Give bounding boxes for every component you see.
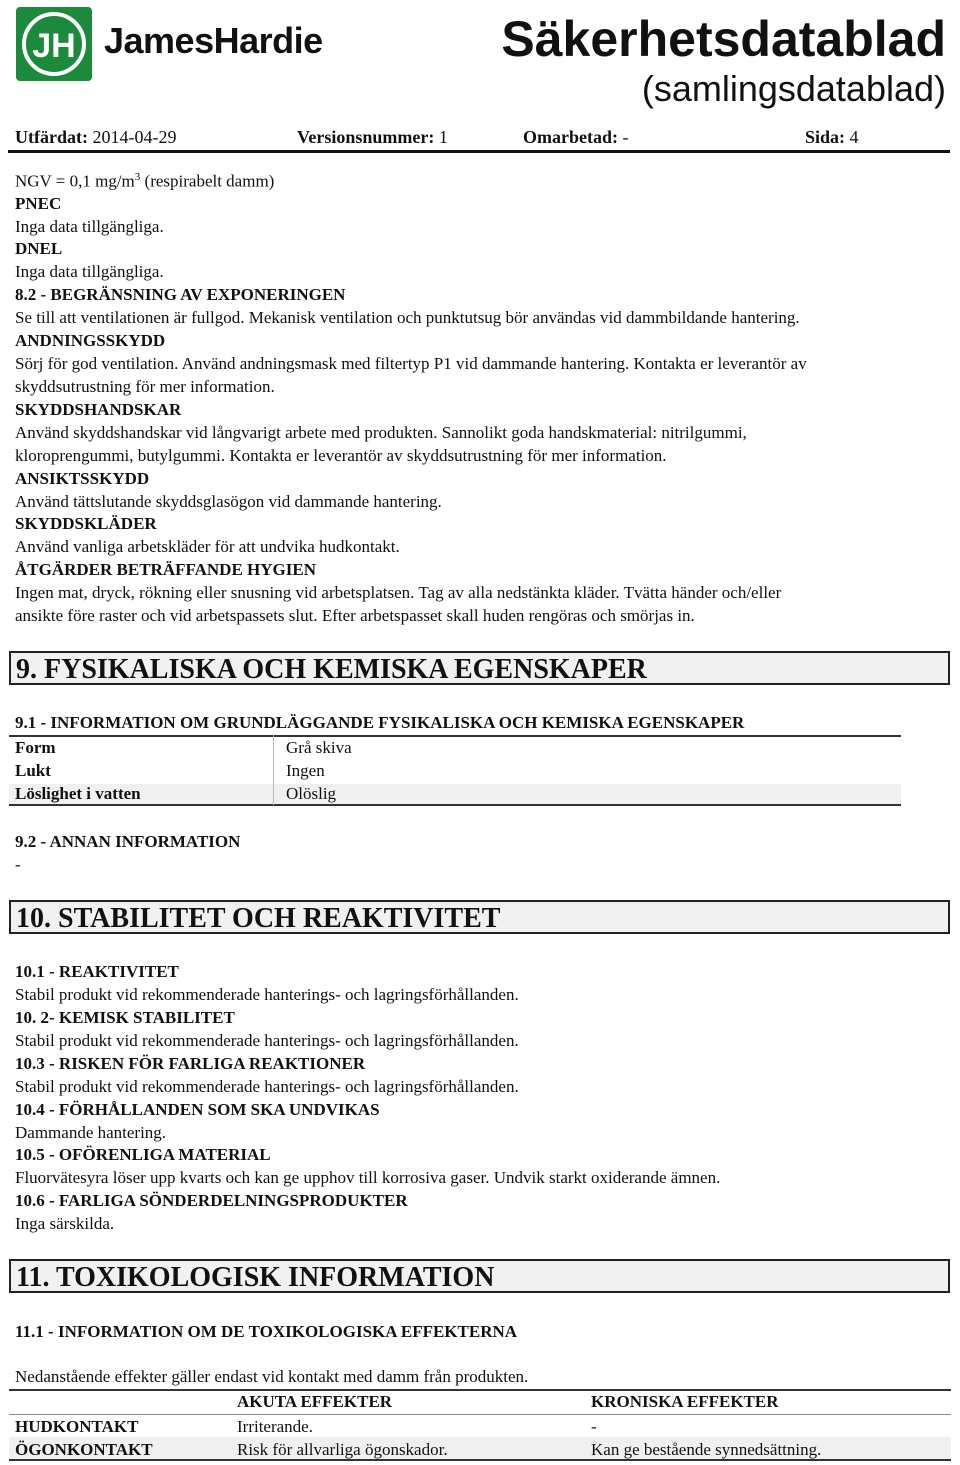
tox-header-rule [9, 1414, 951, 1415]
prop-label-odor: Lukt [15, 761, 51, 780]
tox-row-acute-skin: Irriterande. [237, 1417, 313, 1436]
issued-date: Utfärdat: 2014-04-29 [15, 127, 177, 147]
revised-date: Omarbetad: - [523, 127, 629, 147]
face-protection-heading: ANSIKTSSKYDD [15, 469, 150, 488]
tox-row-acute-eye: Risk för allvarliga ögonskador. [237, 1440, 448, 1459]
jameshardie-logo-mark [16, 7, 92, 81]
logo-letters: JH [32, 27, 76, 65]
ngv-line: NGV = 0,1 $mg/m^3$ (respirabelt damm) [15, 171, 275, 191]
prop-label-solubility: Löslighet i vatten [15, 784, 141, 803]
section-9-title: 9. FYSIKALISKA OCH KEMISKA EGENSKAPER [16, 654, 647, 685]
hygiene-text-1: Ingen mat, dryck, rökning eller snusning vid arbetsplatsen. Tag av alla nedstänkta kläder. Tvätta händer och/eller [15, 583, 782, 602]
section-10-4-text: Dammande hantering. [15, 1123, 167, 1142]
section-10-3-heading: 10.3 - RISKEN FÖR FARLIGA REAKTIONER [15, 1054, 366, 1073]
brand-name: JamesHardie [104, 20, 323, 61]
respiratory-heading: ANDNINGSSKYDD [15, 331, 166, 350]
prop-value-form: Grå skiva [286, 738, 352, 757]
pnec-text: Inga data tillgängliga. [15, 217, 164, 236]
section-11-title-box [9, 1259, 950, 1293]
clothing-text: Använd vanliga arbetskläder för att undvika hudkontakt. [15, 537, 400, 556]
props-table-bottom-rule [9, 804, 901, 806]
page-number: Sida: 4 [805, 127, 859, 147]
pnec-heading: PNEC [15, 194, 62, 213]
dnel-text: Inga data tillgängliga. [15, 262, 164, 281]
prop-value-odor: Ingen [286, 761, 325, 780]
section-11-1-heading: 11.1 - INFORMATION OM DE TOXIKOLOGISKA EFFEKTERNA [15, 1322, 518, 1341]
tox-table-top-rule [9, 1389, 951, 1391]
header-rule [8, 150, 950, 153]
logo-icon [16, 7, 92, 81]
section-9-2-text: - [15, 855, 21, 874]
gloves-text-2: kloroprengummi, butylgummi. Kontakta er leverantör av skyddsutrustning för mer information. [15, 446, 667, 465]
respiratory-text-2: skyddsutrustning för mer information. [15, 377, 275, 396]
section-10-2-heading: 10. 2- KEMISK STABILITET [15, 1008, 235, 1027]
section-10-title: 10. STABILITET OCH REAKTIVITET [16, 903, 501, 934]
section-10-5-text: Fluorvätesyra löser upp kvarts och kan ge upphov till korrosiva gaser. Undvik starkt oxiderande ämnen. [15, 1168, 721, 1187]
face-protection-text: Använd tättslutande skyddsglasögon vid dammande hantering. [15, 492, 442, 511]
tox-col-acute: AKUTA EFFEKTER [237, 1392, 393, 1411]
section-8-2-text: Se till att ventilationen är fullgod. Mekanisk ventilation och punktutsug bör användas vid dammbildande hantering. [15, 308, 800, 327]
version-number: Versionsnummer: 1 [297, 127, 448, 147]
prop-label-form: Form [15, 738, 56, 757]
dnel-heading: DNEL [15, 239, 63, 258]
tox-row-label-eye: ÖGONKONTAKT [15, 1440, 153, 1459]
prop-value-solubility: Olöslig [286, 784, 337, 803]
document-title: Säkerhetsdatablad [501, 11, 946, 67]
tox-row-label-skin: HUDKONTAKT [15, 1417, 139, 1436]
section-10-5-heading: 10.5 - OFÖRENLIGA MATERIAL [15, 1145, 271, 1164]
section-10-title-box [9, 900, 950, 934]
section-10-2-text: Stabil produkt vid rekommenderade hanterings- och lagringsförhållanden. [15, 1031, 519, 1050]
tox-col-chronic: KRONISKA EFFEKTER [591, 1392, 779, 1411]
section-8-2-heading: 8.2 - BEGRÄNSNING AV EXPONERINGEN [15, 285, 346, 304]
respiratory-text-1: Sörj för god ventilation. Använd andningsmask med filtertyp P1 vid dammande hantering. Kontakta er leverantör av [15, 354, 807, 373]
hygiene-heading: ÅTGÄRDER BETRÄFFANDE HYGIEN [15, 560, 316, 579]
hygiene-text-2: ansikte före raster och vid arbetspassets slut. Efter arbetspasset skall huden rengöras och smörjas in. [15, 606, 695, 625]
section-11-intro: Nedanstående effekter gäller endast vid kontakt med damm från produkten. [15, 1367, 529, 1386]
gloves-text-1: Använd skyddshandskar vid långvarigt arbete med produkten. Sannolikt goda handskmaterial: nitrilgummi, [15, 423, 747, 442]
section-10-6-heading: 10.6 - FARLIGA SÖNDERDELNINGSPRODUKTER [15, 1191, 408, 1210]
section-11-title: 11. TOXIKOLOGISK INFORMATION [16, 1262, 495, 1293]
props-table-top-rule [9, 735, 901, 737]
props-col-divider [273, 735, 274, 805]
section-10-1-heading: 10.1 - REAKTIVITET [15, 962, 179, 981]
section-10-4-heading: 10.4 - FÖRHÅLLANDEN SOM SKA UNDVIKAS [15, 1100, 380, 1119]
section-10-3-text: Stabil produkt vid rekommenderade hanterings- och lagringsförhållanden. [15, 1077, 519, 1096]
gloves-heading: SKYDDSHANDSKAR [15, 400, 182, 419]
tox-row-chronic-skin: - [591, 1417, 597, 1436]
props-row-shade [9, 784, 901, 805]
document-subtitle: (samlingsdatablad) [641, 68, 946, 109]
section-9-1-heading: 9.1 - INFORMATION OM GRUNDLÄGGANDE FYSIKALISKA OCH KEMISKA EGENSKAPER [15, 713, 745, 732]
section-10-1-text: Stabil produkt vid rekommenderade hanterings- och lagringsförhållanden. [15, 985, 519, 1004]
clothing-heading: SKYDDSKLÄDER [15, 514, 157, 533]
tox-row-chronic-eye: Kan ge bestående synnedsättning. [591, 1440, 822, 1459]
section-10-6-text: Inga särskilda. [15, 1214, 115, 1233]
section-9-title-box [9, 651, 950, 685]
section-9-2-heading: 9.2 - ANNAN INFORMATION [15, 832, 241, 851]
